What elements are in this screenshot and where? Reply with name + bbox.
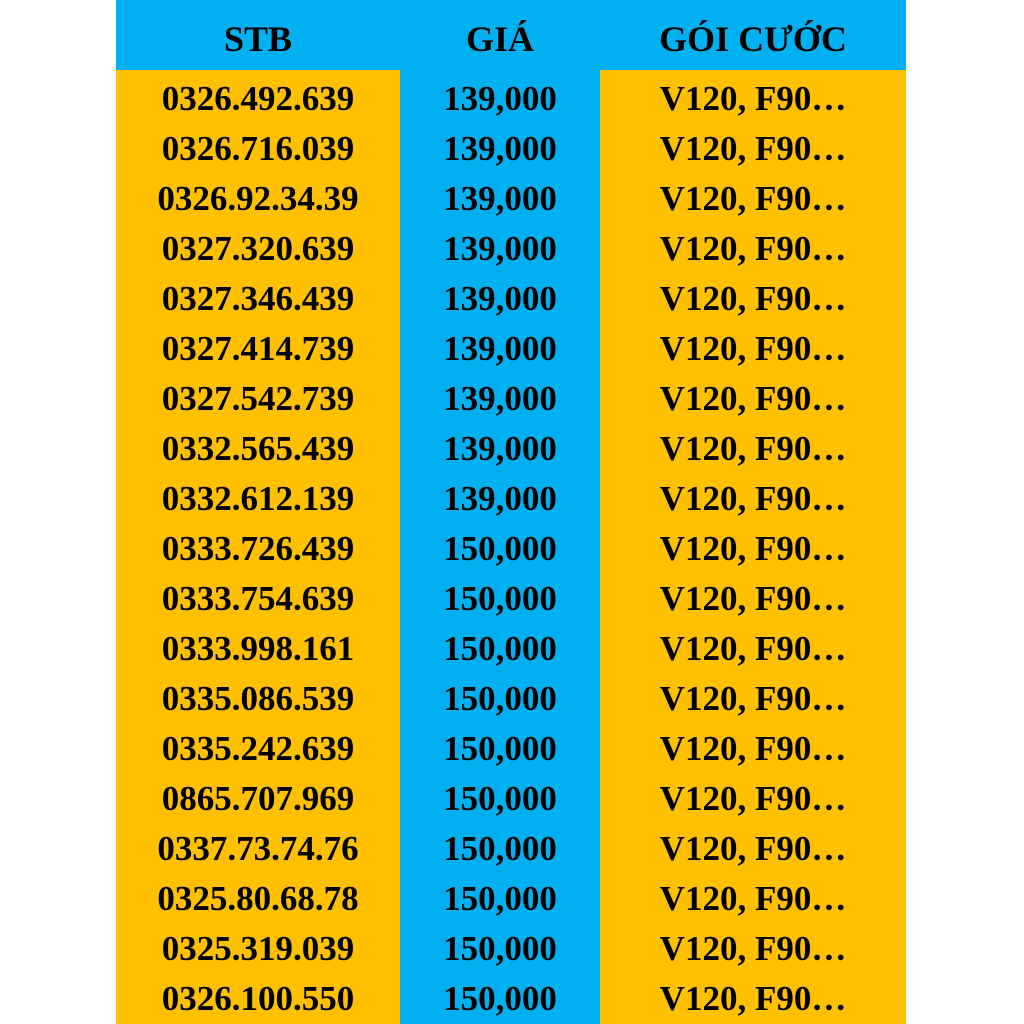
- price-cell: 150,000: [443, 979, 557, 1018]
- price-cell: 139,000: [443, 479, 557, 518]
- price-cell: 139,000: [443, 79, 557, 118]
- package-cell: V120, F90…: [659, 279, 847, 318]
- header-package: GÓI CƯỚC: [659, 19, 847, 59]
- table-row: [116, 924, 906, 974]
- phone-number-cell: 0327.542.739: [161, 379, 355, 418]
- package-cell: V120, F90…: [659, 629, 847, 668]
- table-row: [116, 574, 906, 624]
- table-row: [116, 624, 906, 674]
- price-cell: 139,000: [443, 129, 557, 168]
- phone-number-cell: 0325.319.039: [161, 929, 355, 968]
- phone-number-cell: 0332.565.439: [161, 429, 355, 468]
- price-cell: 139,000: [443, 229, 557, 268]
- package-cell: V120, F90…: [659, 829, 847, 868]
- price-cell: 150,000: [443, 579, 557, 618]
- phone-number-cell: 0335.242.639: [161, 729, 355, 768]
- package-cell: V120, F90…: [659, 979, 847, 1018]
- table-row: [116, 124, 906, 174]
- package-cell: V120, F90…: [659, 379, 847, 418]
- table-row: [116, 424, 906, 474]
- price-cell: 150,000: [443, 679, 557, 718]
- phone-number-cell: 0326.716.039: [161, 129, 355, 168]
- package-cell: V120, F90…: [659, 929, 847, 968]
- price-cell: 150,000: [443, 879, 557, 918]
- package-cell: V120, F90…: [659, 179, 847, 218]
- price-cell: 150,000: [443, 629, 557, 668]
- table-row: [116, 274, 906, 324]
- package-cell: V120, F90…: [659, 79, 847, 118]
- table-row: [116, 824, 906, 874]
- package-cell: V120, F90…: [659, 879, 847, 918]
- phone-number-cell: 0326.92.34.39: [157, 179, 359, 218]
- table-row: [116, 474, 906, 524]
- package-cell: V120, F90…: [659, 529, 847, 568]
- price-cell: 139,000: [443, 179, 557, 218]
- package-cell: V120, F90…: [659, 429, 847, 468]
- package-cell: V120, F90…: [659, 729, 847, 768]
- phone-number-cell: 0326.100.550: [161, 979, 355, 1018]
- phone-number-cell: 0335.086.539: [161, 679, 355, 718]
- header-stb: STB: [223, 19, 293, 59]
- table-row: [116, 524, 906, 574]
- phone-number-cell: 0332.612.139: [161, 479, 355, 518]
- table-row: [116, 724, 906, 774]
- phone-number-cell: 0327.320.639: [161, 229, 355, 268]
- price-cell: 139,000: [443, 329, 557, 368]
- package-cell: V120, F90…: [659, 229, 847, 268]
- package-cell: V120, F90…: [659, 779, 847, 818]
- phone-number-cell: 0333.726.439: [161, 529, 355, 568]
- phone-number-cell: 0333.998.161: [161, 629, 355, 668]
- phone-number-cell: 0327.346.439: [161, 279, 355, 318]
- price-cell: 150,000: [443, 529, 557, 568]
- package-cell: V120, F90…: [659, 479, 847, 518]
- header-price: GIÁ: [465, 19, 534, 59]
- price-cell: 139,000: [443, 279, 557, 318]
- price-cell: 150,000: [443, 829, 557, 868]
- phone-number-cell: 0337.73.74.76: [157, 829, 359, 868]
- phone-number-cell: 0326.492.639: [161, 79, 355, 118]
- phone-number-cell: 0325.80.68.78: [157, 879, 359, 918]
- phone-number-cell: 0327.414.739: [161, 329, 355, 368]
- table-row: [116, 774, 906, 824]
- table-body: [116, 74, 906, 1024]
- table-row: [116, 224, 906, 274]
- table-row: [116, 74, 906, 124]
- package-cell: V120, F90…: [659, 579, 847, 618]
- table-row: [116, 324, 906, 374]
- phone-number-cell: 0333.754.639: [161, 579, 355, 618]
- package-cell: V120, F90…: [659, 679, 847, 718]
- package-cell: V120, F90…: [659, 129, 847, 168]
- table-row: [116, 674, 906, 724]
- price-cell: 139,000: [443, 429, 557, 468]
- table-row: [116, 974, 906, 1024]
- table-row: [116, 374, 906, 424]
- price-cell: 139,000: [443, 379, 557, 418]
- phone-number-cell: 0865.707.969: [161, 779, 355, 818]
- price-cell: 150,000: [443, 779, 557, 818]
- table-row: [116, 874, 906, 924]
- package-cell: V120, F90…: [659, 329, 847, 368]
- price-table: [116, 0, 906, 1024]
- price-cell: 150,000: [443, 929, 557, 968]
- price-cell: 150,000: [443, 729, 557, 768]
- table-row: [116, 174, 906, 224]
